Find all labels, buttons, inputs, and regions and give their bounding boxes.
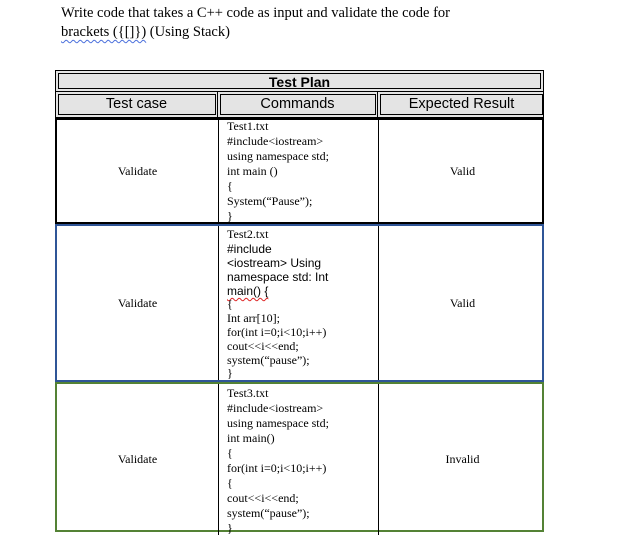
test-case-cell: Validate — [57, 226, 219, 380]
header-commands: Commands — [218, 92, 378, 117]
command-line: for(int i=0;i<10;i++) — [227, 461, 327, 475]
command-line: namespace std: Int — [227, 270, 329, 284]
intro-text — [61, 4, 531, 42]
command-line: { — [227, 476, 233, 490]
command-line: #include<iostream> — [227, 134, 324, 148]
command-line: { — [227, 446, 233, 460]
command-line: #include — [227, 242, 272, 256]
test-plan-table — [55, 70, 544, 535]
intro-rest: (Using Stack) — [146, 24, 230, 40]
command-line: <iostream> Using — [227, 256, 322, 270]
command-line: { — [227, 297, 233, 311]
command-line: main() { — [227, 284, 269, 298]
command-line: Test1.txt — [227, 119, 269, 133]
header-expected-result: Expected Result — [378, 92, 545, 117]
table-row — [55, 382, 544, 535]
command-line: cout<<i<<end; — [227, 339, 299, 353]
expected-result-cell: Invalid — [445, 452, 480, 466]
command-line: for(int i=0;i<10;i++) — [227, 325, 327, 339]
commands-cell — [219, 226, 379, 380]
expected-result-cell: Valid — [449, 164, 476, 178]
command-line: Test2.txt — [227, 227, 269, 241]
commands-cell — [219, 120, 379, 223]
command-line: Test3.txt — [227, 386, 269, 400]
commands-cell — [219, 384, 379, 535]
command-line: Int arr[10]; — [227, 311, 280, 325]
expected-result-cell: Valid — [449, 295, 476, 310]
test-case-cell: Validate — [57, 384, 219, 535]
command-line: using namespace std; — [227, 416, 329, 430]
command-line: system(“pause”); — [227, 506, 310, 520]
command-line: int main() — [227, 431, 275, 445]
command-line: cout<<i<<end; — [227, 491, 299, 505]
intro-line-1: Write code that takes a C++ code as input and validate the code for — [61, 5, 451, 21]
command-line: } — [227, 521, 233, 535]
intro-brackets: brackets ({[]}) — [61, 24, 147, 40]
table-header-row — [55, 92, 544, 118]
table-row — [55, 224, 544, 382]
table-title: Test Plan — [55, 70, 544, 92]
command-line: } — [227, 366, 233, 380]
command-line: system(“pause”); — [227, 353, 310, 367]
test-case-cell: Validate — [57, 120, 219, 223]
command-line: } — [227, 209, 233, 223]
intro-line-2 — [61, 23, 531, 42]
header-test-case: Test case — [56, 92, 218, 117]
table-row — [55, 118, 544, 224]
command-line: int main () — [227, 164, 278, 178]
command-line: using namespace std; — [227, 149, 329, 163]
command-line: { — [227, 179, 233, 193]
command-line: System(“Pause”); — [227, 194, 313, 208]
command-line: #include<iostream> — [227, 401, 324, 415]
